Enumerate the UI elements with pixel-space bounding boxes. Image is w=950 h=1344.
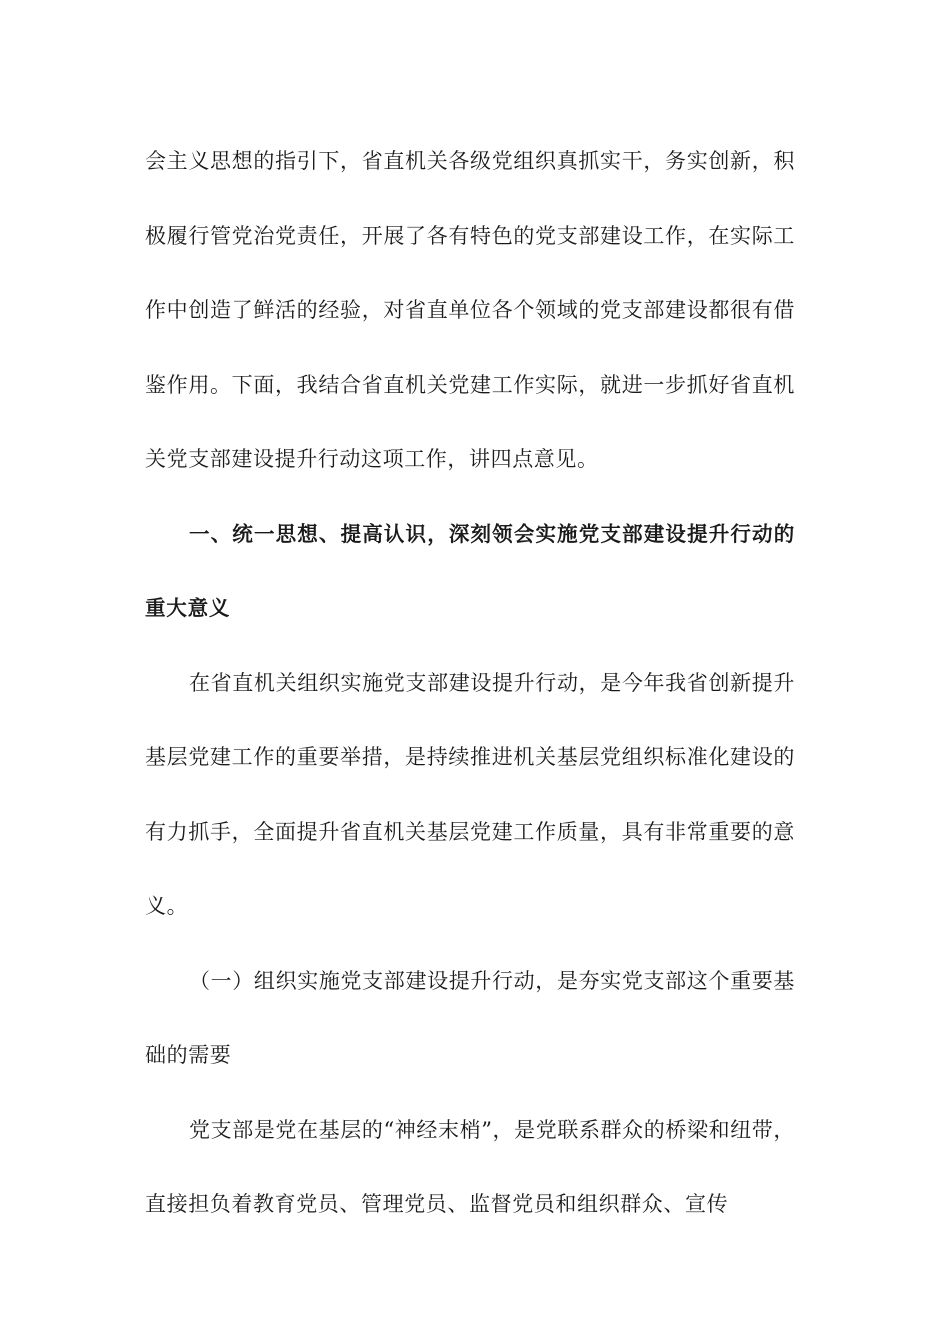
paragraph-subsection-1: 党支部是党在基层的“神经末梢”，是党联系群众的桥梁和纽带，直接担负着教育党员、管理党员、监督党员和组织群众、宣传: [145, 1117, 795, 1216]
paragraph-intro-continuation: 会主义思想的指引下，省直机关各级党组织真抓实干，务实创新，积极履行管党治党责任，开展了各有特色的党支部建设工作，在实际工作中创造了鲜活的经验，对省直单位各个领域的党支部建设都很有借鉴作用。下面，我结合省直机关党建工作实际，就进一步抓好省直机关党支部建设提升行动这项工作，讲四点意见。: [145, 149, 795, 471]
subsection-heading-1: （一）组织实施党支部建设提升行动，是夯实党支部这个重要基础的需要: [145, 968, 795, 1067]
section-heading-1: 一、统一思想、提高认识，深刻领会实施党支部建设提升行动的重大意义: [145, 521, 795, 620]
document-body: [145, 124, 795, 1242]
paragraph-section-1: 在省直机关组织实施党支部建设提升行动，是今年我省创新提升基层党建工作的重要举措，是持续推进机关基层党组织标准化建设的有力抓手，全面提升省直机关基层党建工作质量，具有非常重要的意义。: [145, 670, 795, 918]
